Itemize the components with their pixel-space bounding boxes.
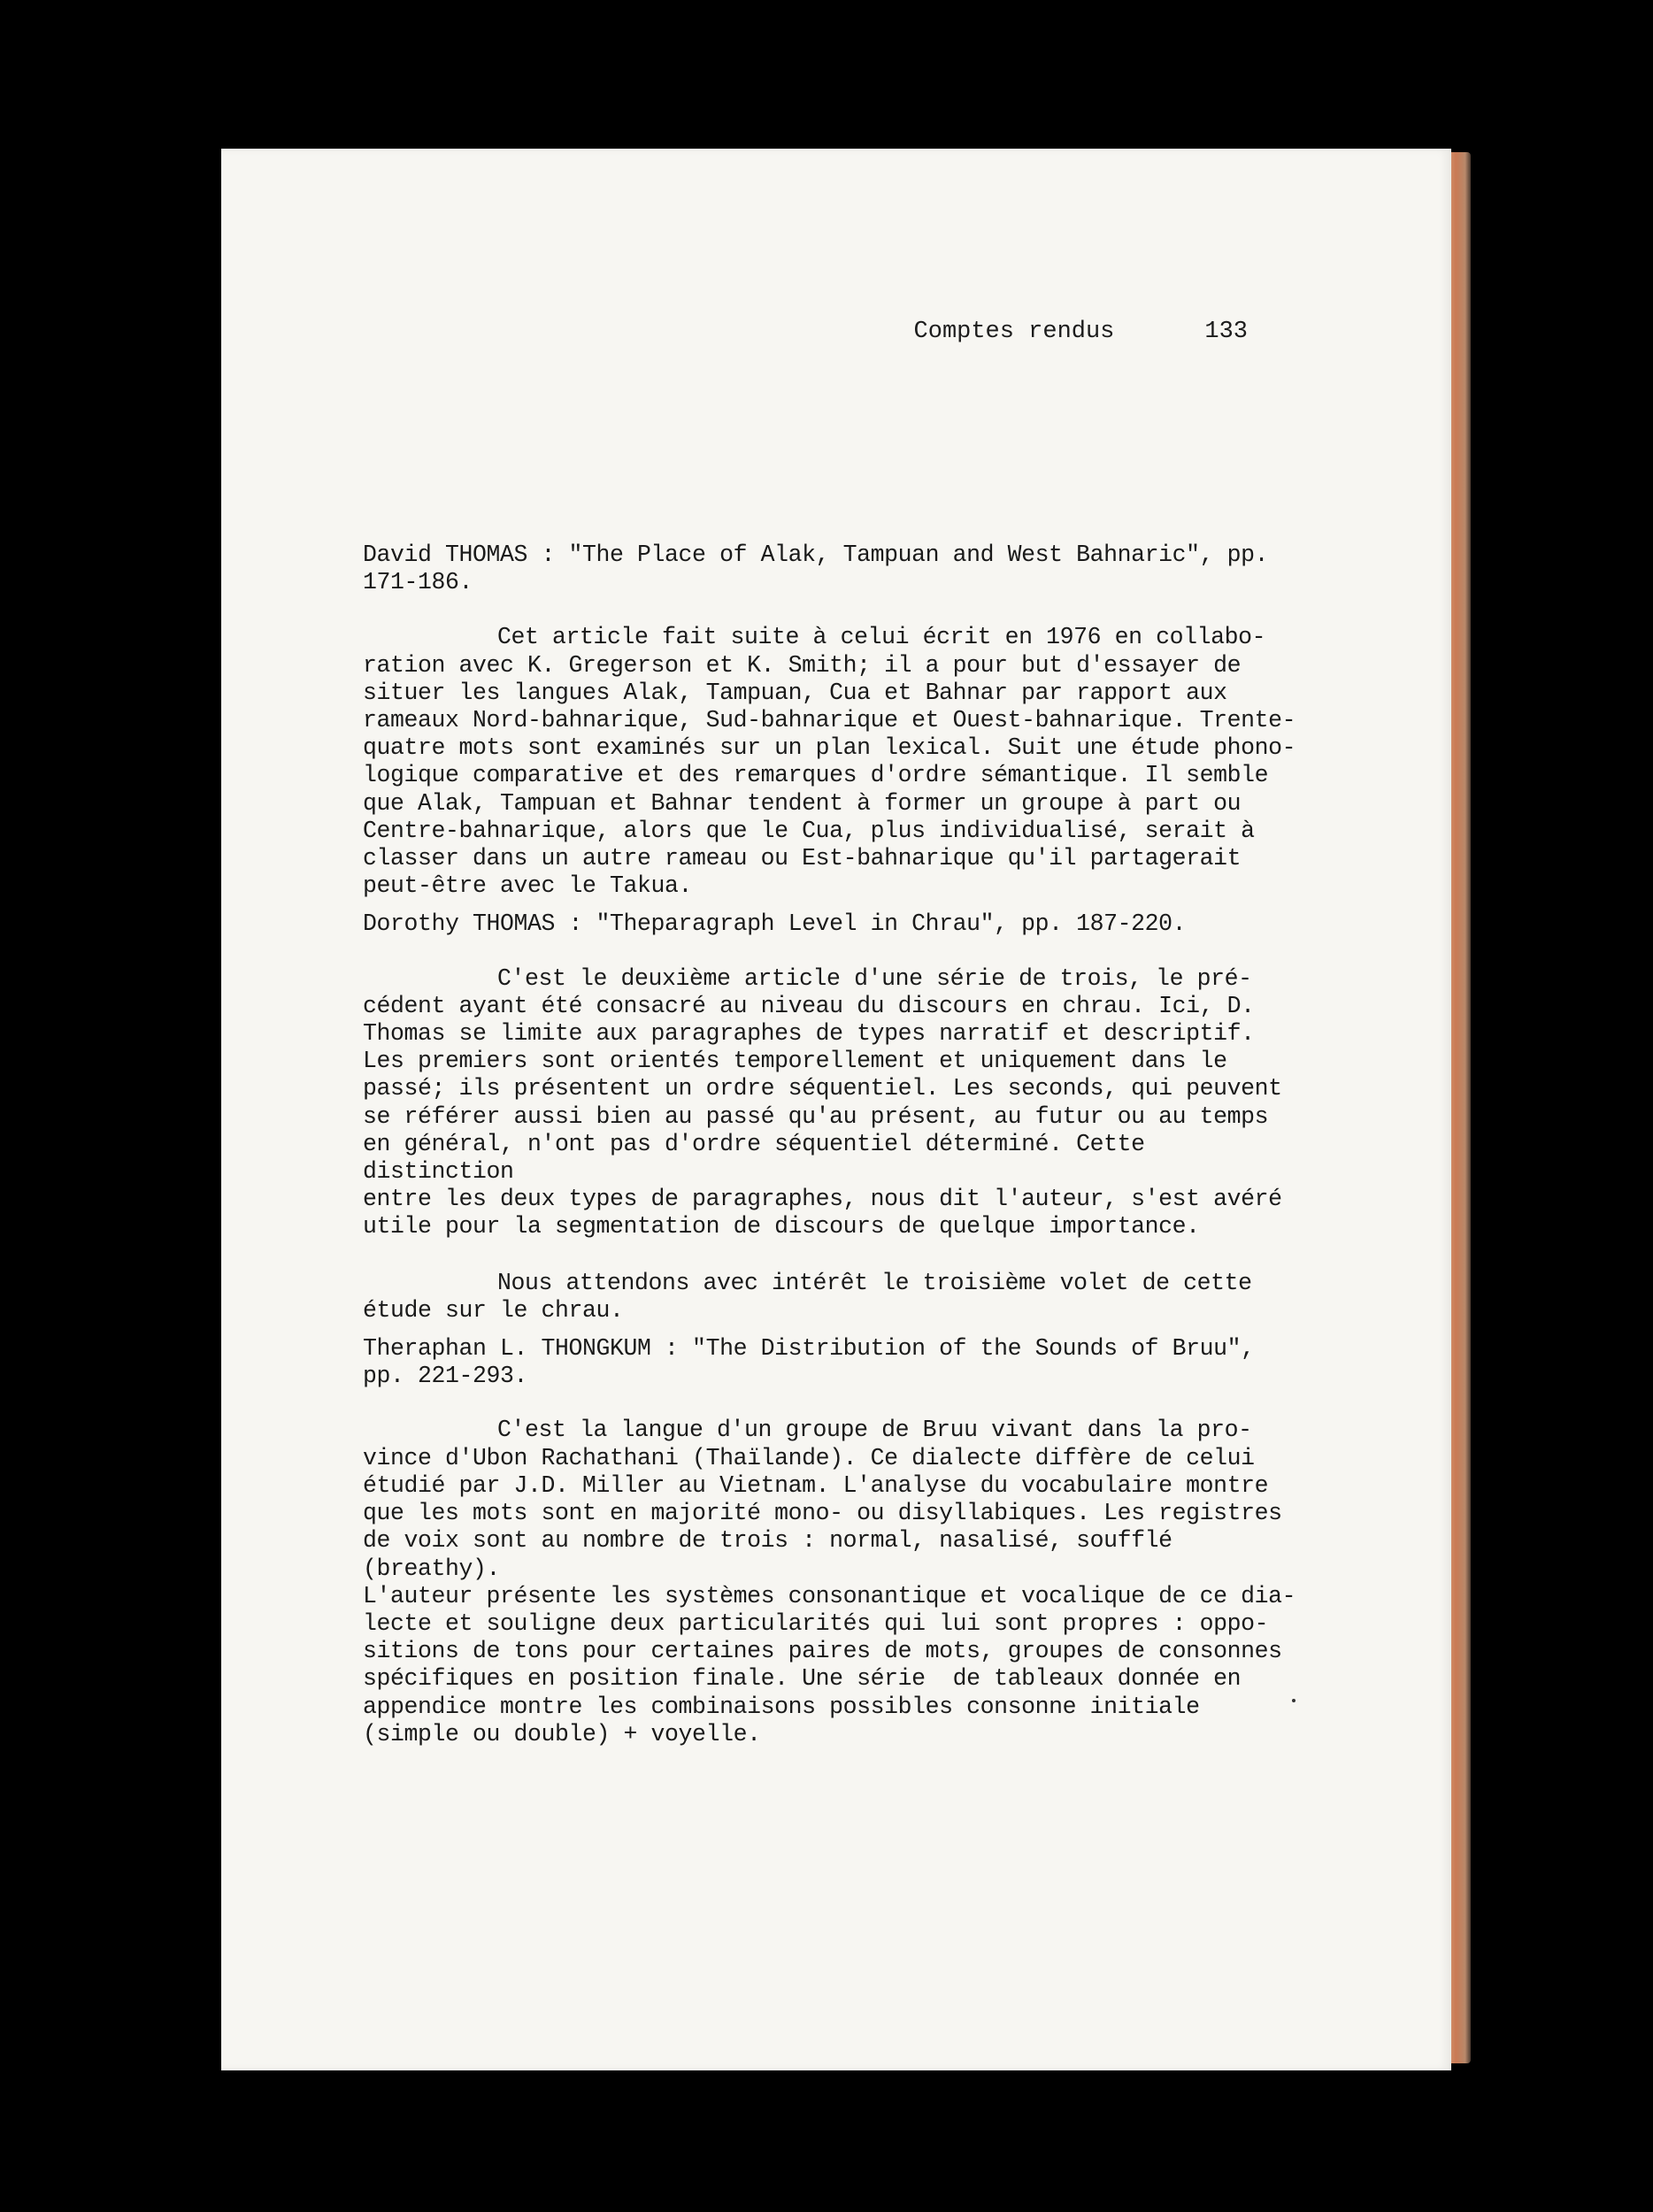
- running-title: Comptes rendus: [913, 319, 1115, 345]
- review-paragraph: Nous attendons avec intérêt le troisième volet de cette étude sur le chrau.: [363, 1269, 1252, 1324]
- book-page: [221, 149, 1451, 2070]
- review-entry: [363, 1335, 1301, 1748]
- entry-heading: David THOMAS : "The Place of Alak, Tampuan and West Bahnaric", pp. 171-186.: [363, 541, 1269, 596]
- page-number: 133: [1204, 319, 1248, 345]
- entry-heading: Dorothy THOMAS : "Theparagraph Level in Chrau", pp. 187-220.: [363, 910, 1187, 938]
- review-content: [363, 541, 1301, 1748]
- running-header: [221, 319, 1248, 345]
- review-paragraph: C'est la langue d'un groupe de Bruu vivant dans la pro- vince d'Ubon Rachathani (Thaïlande). Ce dialecte diffère de celui étudié par J.D. Miller au Vietnam. L'analyse du vocabulaire montre que les mots sont en majorité mono- ou disyllabiques. Les registres de voix sont au nombre de trois : normal, nasalisé, soufflé (breathy). L'auteur présente les systèmes consonantique et vocalique de ce dia- lecte et souligne deux particularités qui lui sont propres : oppo- sitions de tons pour certaines paires de mots, groupes de consonnes spécifiques en position finale. Une série de tableaux donnée en appendice montre les combinaisons possibles consonne initiale (simple ou double) + voyelle.: [363, 1417, 1296, 1747]
- review-paragraph: C'est le deuxième article d'une série de trois, le pré- cédent ayant été consacré au niveau du discours en chrau. Ici, D. Thomas se limite aux paragraphes de types narratif et descriptif. Les premiers sont orientés temporellement et uniquement dans le passé; ils présentent un ordre séquentiel. Les seconds, qui peuvent se référer aussi bien au passé qu'au présent, au futur ou au temps en général, n'ont pas d'ordre séquentiel déterminé. Cette distinction entre les deux types de paragraphes, nous dit l'auteur, s'est avéré utile pour la segmentation de discours de quelque importance.: [363, 964, 1282, 1240]
- review-entry: [363, 541, 1301, 900]
- entry-heading: Theraphan L. THONGKUM : "The Distribution of the Sounds of Bruu", pp. 221-293.: [363, 1335, 1255, 1390]
- review-paragraph: Cet article fait suite à celui écrit en 1976 en collabo- ration avec K. Gregerson et K. Smith; il a pour but d'essayer de situer les langues Alak, Tampuan, Cua et Bahnar par rapport aux rameaux Nord-bahnarique, Sud-bahnarique et Ouest-bahnarique. Trente- quatre mots sont examinés sur un plan lexical. Suit une étude phono- logique comparative et des remarques d'ordre sémantique. Il semble que Alak, Tampuan et Bahnar tendent à former un groupe à part ou Centre-bahnarique, alors que le Cua, plus individualisé, serait à classer dans un autre rameau ou Est-bahnarique qu'il partagerait peut-être avec le Takua.: [363, 624, 1296, 900]
- stray-mark: [1292, 1699, 1295, 1702]
- review-entry: [363, 910, 1301, 1325]
